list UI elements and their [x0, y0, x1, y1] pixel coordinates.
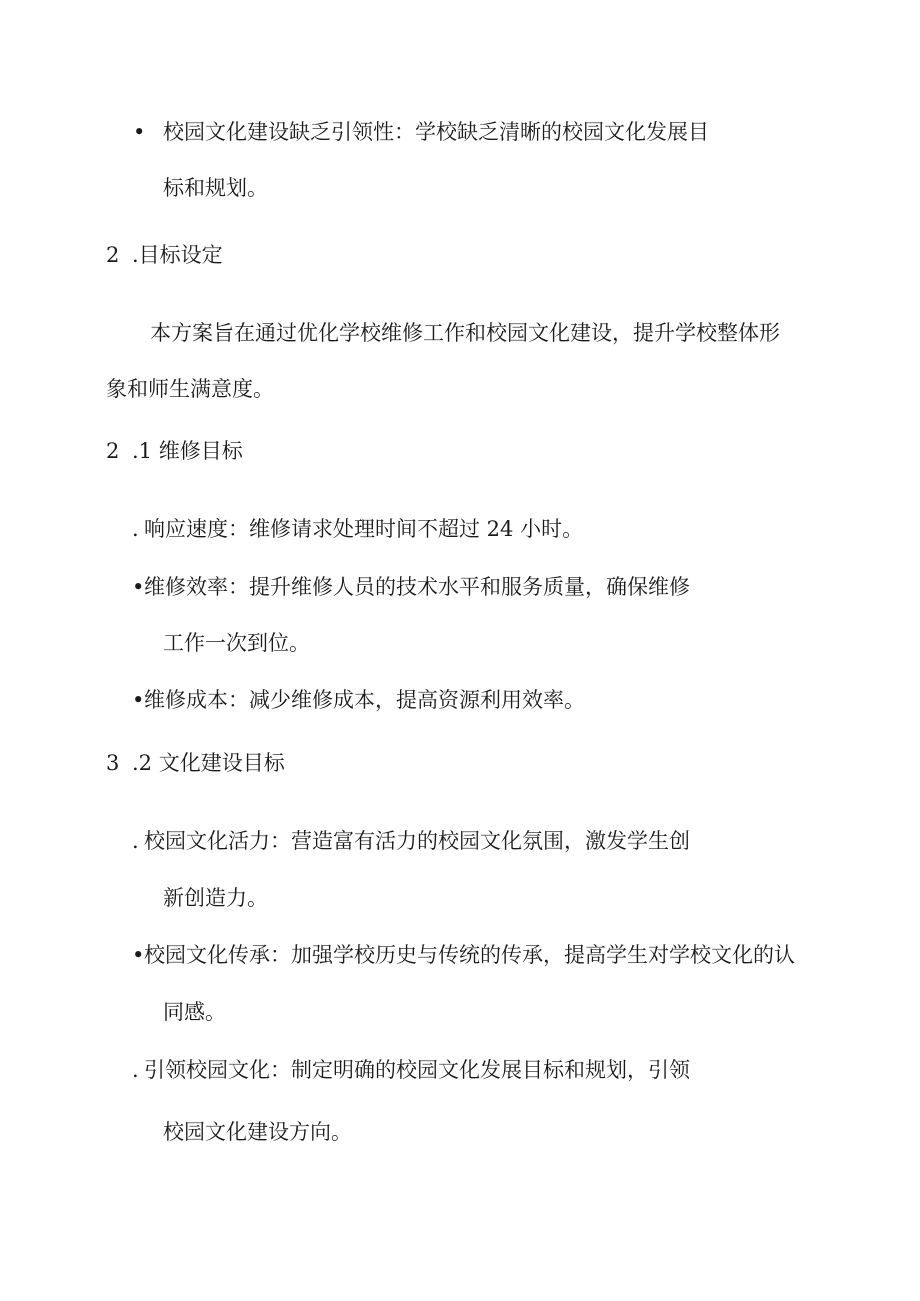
list-item-text: 引领校园文化：制定明确的校园文化发展目标和规划，引领 [144, 1058, 690, 1082]
paragraph-line-2: 象和师生满意度。 [106, 377, 274, 401]
list-item-text: 响应速度：维修请求处理时间不超过 24 小时。 [144, 517, 584, 541]
bullet-marker: • [132, 688, 145, 712]
section-heading: .目标设定 [132, 243, 223, 267]
bullet-marker: . [132, 517, 139, 541]
list-item-text: 校园文化活力：营造富有活力的校园文化氛围，激发学生创 [144, 829, 690, 853]
bullet-marker: • [132, 575, 145, 599]
list-item-text: 校园文化建设缺乏引领性：学校缺乏清晰的校园文化发展目 [163, 120, 709, 144]
section-heading-number: 2 [106, 439, 120, 463]
paragraph-line-1: 本方案旨在通过优化学校维修工作和校园文化建设，提升学校整体形 [150, 321, 780, 345]
section-heading: .1 维修目标 [132, 439, 243, 463]
section-heading: .2 文化建设目标 [132, 751, 285, 775]
list-item-continuation: 同感。 [163, 1000, 226, 1024]
bullet-marker: • [132, 943, 145, 967]
list-item-continuation: 新创造力。 [163, 886, 268, 910]
section-heading-number: 3 [106, 751, 120, 775]
list-item-text: 维修成本：减少维修成本，提高资源利用效率。 [144, 688, 585, 712]
list-item-continuation: 工作一次到位。 [163, 631, 310, 655]
bullet-marker: • [133, 120, 146, 144]
bullet-marker: . [132, 1058, 139, 1082]
list-item-continuation: 校园文化建设方向。 [163, 1120, 352, 1144]
list-item-text: 校园文化传承：加强学校历史与传统的传承，提高学生对学校文化的认 [144, 943, 795, 967]
section-heading-number: 2 [106, 243, 120, 267]
list-item-text: 维修效率：提升维修人员的技术水平和服务质量，确保维修 [144, 575, 690, 599]
list-item-continuation: 标和规划。 [163, 176, 268, 200]
bullet-marker: . [132, 829, 139, 853]
